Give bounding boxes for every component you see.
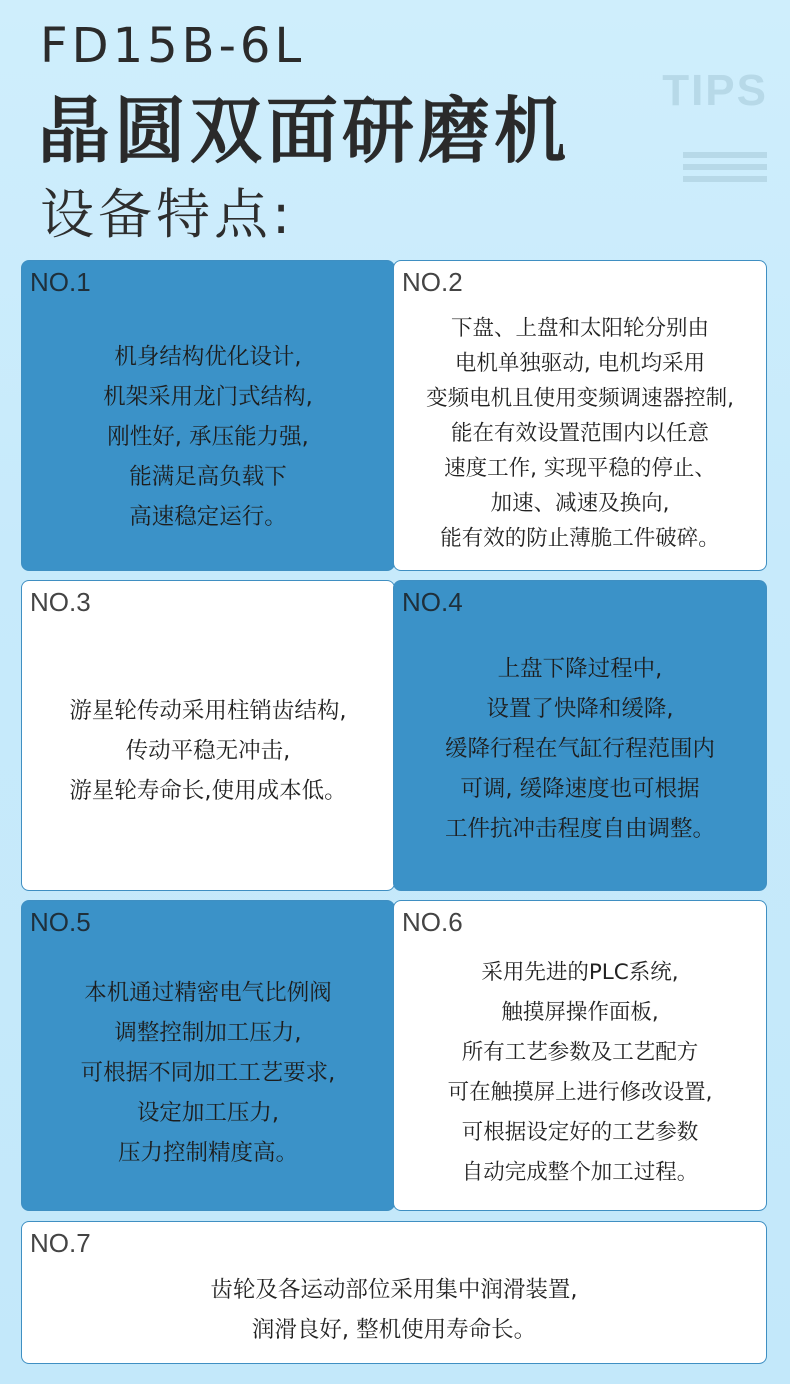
feature-line: 所有工艺参数及工艺配方 bbox=[461, 1040, 699, 1065]
feature-line: 变频电机且使用变频调速器控制, bbox=[426, 386, 734, 411]
feature-line: 可调, 缓降速度也可根据 bbox=[460, 776, 700, 802]
feature-line: 调整控制加工压力, bbox=[114, 1020, 302, 1046]
feature-number: NO.6 bbox=[402, 907, 463, 937]
feature-text bbox=[22, 1270, 766, 1350]
feature-line: 本机通过精密电气比例阀 bbox=[84, 980, 332, 1006]
feature-number: NO.4 bbox=[402, 587, 463, 617]
feature-line: 速度工作, 实现平稳的停止、 bbox=[444, 456, 716, 481]
feature-number: NO.2 bbox=[402, 267, 463, 297]
feature-text bbox=[22, 691, 394, 811]
feature-line: 机架采用龙门式结构, bbox=[103, 384, 313, 410]
feature-text bbox=[22, 337, 394, 537]
feature-line: 能有效的防止薄脆工件破碎。 bbox=[440, 526, 720, 551]
feature-text bbox=[22, 973, 394, 1173]
page-title: 晶圆双面研磨机 bbox=[38, 89, 571, 173]
tips-label: TIPS bbox=[662, 66, 768, 115]
feature-card-3 bbox=[21, 580, 395, 891]
feature-card-1 bbox=[21, 260, 395, 571]
feature-line: 工件抗冲击程度自由调整。 bbox=[444, 816, 715, 842]
feature-line: 自动完成整个加工过程。 bbox=[461, 1160, 699, 1185]
feature-line: 游星轮寿命长,使用成本低。 bbox=[69, 778, 347, 804]
feature-line: 能在有效设置范围内以任意 bbox=[450, 421, 709, 446]
feature-line: 润滑良好, 整机使用寿命长。 bbox=[251, 1317, 537, 1343]
feature-number: NO.5 bbox=[30, 907, 91, 937]
model-number: FD15B-6L bbox=[40, 18, 306, 74]
feature-card-5 bbox=[21, 900, 395, 1211]
feature-card-2 bbox=[393, 260, 767, 571]
feature-line: 能满足高负载下 bbox=[129, 464, 287, 490]
section-subtitle: 设备特点: bbox=[40, 183, 295, 246]
feature-line: 压力控制精度高。 bbox=[117, 1140, 298, 1166]
feature-line: 设置了快降和缓降, bbox=[486, 696, 674, 722]
feature-line: 采用先进的PLC系统, bbox=[481, 960, 679, 985]
feature-line: 可根据设定好的工艺参数 bbox=[461, 1120, 699, 1145]
feature-line: 缓降行程在气缸行程范围内 bbox=[444, 736, 715, 762]
feature-text bbox=[394, 953, 766, 1193]
feature-card-6 bbox=[393, 900, 767, 1211]
feature-text bbox=[394, 311, 766, 556]
feature-line: 可在触摸屏上进行修改设置, bbox=[447, 1080, 713, 1105]
feature-line: 传动平稳无冲击, bbox=[125, 738, 291, 764]
tips-decoration-lines bbox=[683, 152, 767, 188]
feature-line: 上盘下降过程中, bbox=[497, 656, 663, 682]
feature-number: NO.7 bbox=[30, 1228, 91, 1258]
feature-card-7 bbox=[21, 1221, 767, 1364]
feature-line: 机身结构优化设计, bbox=[114, 344, 302, 370]
feature-number: NO.3 bbox=[30, 587, 91, 617]
feature-line: 高速稳定运行。 bbox=[129, 504, 287, 530]
feature-line: 刚性好, 承压能力强, bbox=[107, 424, 309, 450]
feature-line: 下盘、上盘和太阳轮分别由 bbox=[450, 316, 709, 341]
feature-line: 齿轮及各运动部位采用集中润滑装置, bbox=[210, 1277, 578, 1303]
feature-line: 游星轮传动采用柱销齿结构, bbox=[69, 698, 347, 724]
feature-line: 加速、减速及换向, bbox=[490, 491, 670, 516]
feature-text bbox=[394, 649, 766, 849]
feature-line: 设定加工压力, bbox=[136, 1100, 280, 1126]
feature-line: 可根据不同加工工艺要求, bbox=[80, 1060, 336, 1086]
feature-line: 触摸屏操作面板, bbox=[501, 1000, 659, 1025]
feature-number: NO.1 bbox=[30, 267, 91, 297]
feature-card-4 bbox=[393, 580, 767, 891]
feature-line: 电机单独驱动, 电机均采用 bbox=[454, 351, 706, 376]
